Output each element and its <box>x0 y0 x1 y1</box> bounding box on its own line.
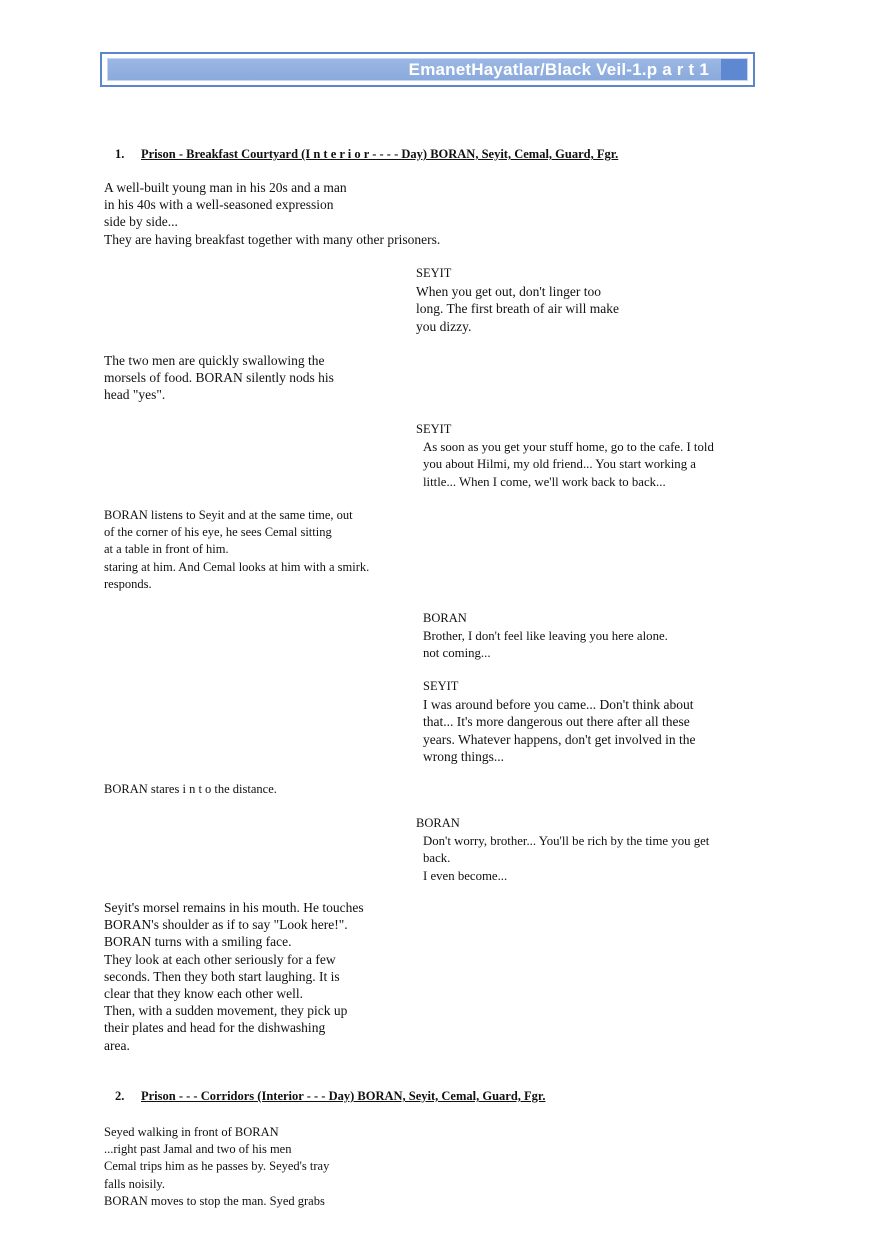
action-paragraph: The two men are quickly swallowing the morsels of food. BORAN silently nods his head "yes". <box>104 353 334 403</box>
scene-number: 2. <box>115 1089 125 1103</box>
header-banner <box>107 58 748 81</box>
header-accent-tab <box>721 59 747 80</box>
dialogue-block <box>423 678 695 765</box>
action-paragraph: BORAN stares i n t o the distance. <box>104 782 277 796</box>
scene-heading-text: Prison - - - Corridors (Interior - - - Day) BORAN, Seyit, Cemal, Guard, Fgr. <box>141 1089 546 1103</box>
character-name: BORAN <box>416 816 460 830</box>
dialogue-block <box>416 815 709 885</box>
action-paragraph: Seyit's morsel remains in his mouth. He touches BORAN's shoulder as if to say "Look here!". BORAN turns with a smiling face. They look at each other seriously for a few seconds. Then they both start laughing. It is clear that they know each other well. Then, with a sudden movement, they pick up their plates and head for the dishwashing area. <box>104 900 364 1053</box>
dialogue-block <box>416 421 714 491</box>
character-name: SEYIT <box>416 266 452 280</box>
scene-heading-2 <box>115 1089 545 1104</box>
action-paragraph: BORAN listens to Seyit and at the same time, out of the corner of his eye, he sees Cemal sitting at a table in front of him. staring at him. And Cemal looks at him with a smirk. responds. <box>104 508 370 591</box>
document-header <box>100 52 755 87</box>
dialogue-text: Brother, I don't feel like leaving you here alone. not coming... <box>423 629 668 661</box>
dialogue-text: As soon as you get your stuff home, go to the cafe. I told you about Hilmi, my old friend... You start working a little... When I come, we'll work back to back... <box>423 440 714 489</box>
action-paragraph: A well-built young man in his 20s and a man in his 40s with a well-seasoned expression side by side... They are having breakfast together with many other prisoners. <box>104 180 441 247</box>
dialogue-block <box>416 265 619 335</box>
character-name: SEYIT <box>416 422 452 436</box>
scene-heading-text: Prison - Breakfast Courtyard (I n t e r i o r - - - - Day) BORAN, Seyit, Cemal, Guard, Fgr. <box>141 147 619 161</box>
scene-heading-1 <box>115 147 618 162</box>
character-name: SEYIT <box>423 679 459 693</box>
dialogue-block <box>423 610 668 663</box>
scene-number: 1. <box>115 147 125 161</box>
action-paragraph: Seyed walking in front of BORAN ...right past Jamal and two of his men Cemal trips him as he passes by. Seyed's tray falls noisily. BORAN moves to stop the man. Syed grabs <box>104 1125 330 1208</box>
dialogue-text: When you get out, don't linger too long. The first breath of air will make you dizzy. <box>416 284 619 334</box>
header-title: EmanetHayatlar/Black Veil-1.p a r t 1 <box>408 59 709 79</box>
character-name: BORAN <box>423 611 467 625</box>
dialogue-text: Don't worry, brother... You'll be rich by the time you get back. I even become... <box>423 834 710 883</box>
dialogue-text: I was around before you came... Don't think about that... It's more dangerous out there after all these years. Whatever happens, don't get involved in the wrong things... <box>423 697 696 764</box>
